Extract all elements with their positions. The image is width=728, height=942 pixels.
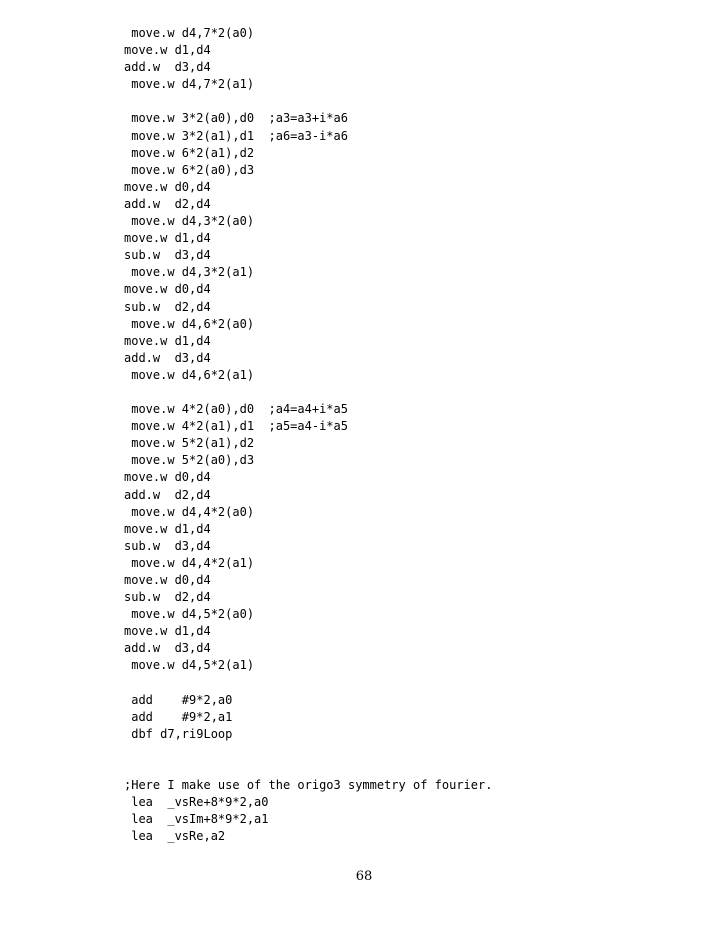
code-line: move.w d4,3*2(a1) xyxy=(124,265,255,280)
code-line: move.w d1,d4 xyxy=(124,231,211,246)
code-line: sub.w d2,d4 xyxy=(124,590,211,605)
code-line: move.w d1,d4 xyxy=(124,43,211,58)
code-line: sub.w d2,d4 xyxy=(124,299,211,314)
code-line: lea _vsRe,a2 xyxy=(124,829,226,844)
code-line: move.w d1,d4 xyxy=(124,624,211,639)
code-line: move.w d0,d4 xyxy=(124,179,211,194)
code-line: sub.w d3,d4 xyxy=(124,248,211,263)
code-line xyxy=(124,743,492,760)
code-line xyxy=(124,760,492,777)
code-line: move.w d0,d4 xyxy=(124,573,211,587)
code-line: add.w d2,d4 xyxy=(124,196,211,211)
code-line xyxy=(124,675,492,692)
code-line: move.w 5*2(a1),d2 xyxy=(124,436,255,451)
code-line xyxy=(124,384,492,401)
page-number: 68 xyxy=(355,869,373,884)
code-line: add.w d3,d4 xyxy=(124,641,211,656)
code-line: move.w d1,d4 xyxy=(124,521,211,536)
code-line: move.w 3*2(a0),d0 ;a3=a3+i*a6 xyxy=(124,111,348,126)
code-line: sub.w d3,d4 xyxy=(124,538,211,553)
code-line: add.w d2,d4 xyxy=(124,487,211,502)
code-line: move.w d4,6*2(a0) xyxy=(124,316,255,331)
code-line xyxy=(124,93,492,110)
code-line: move.w d4,4*2(a0) xyxy=(124,504,255,519)
code-line: move.w d0,d4 xyxy=(124,282,211,297)
code-line: dbf d7,ri9Loop xyxy=(124,726,233,741)
code-line: lea _vsIm+8*9*2,a1 xyxy=(124,812,269,827)
code-line: move.w 4*2(a0),d0 ;a4=a4+i*a5 xyxy=(124,402,348,417)
code-line: move.w 5*2(a0),d3 xyxy=(124,453,255,468)
code-line: add.w d3,d4 xyxy=(124,350,211,365)
code-line: move.w 6*2(a1),d2 xyxy=(124,145,255,160)
code-line: move.w 3*2(a1),d1 ;a6=a3-i*a6 xyxy=(124,128,348,143)
code-line: move.w d4,6*2(a1) xyxy=(124,367,255,382)
code-line: lea _vsRe+8*9*2,a0 xyxy=(124,795,269,810)
code-line: move.w d4,7*2(a1) xyxy=(124,77,255,92)
code-line: move.w d0,d4 xyxy=(124,470,211,485)
code-line: move.w 4*2(a1),d1 ;a5=a4-i*a5 xyxy=(124,419,348,434)
code-line: ;Here I make use of the origo3 symmetry of fourier. xyxy=(124,778,493,793)
code-line: move.w d4,4*2(a1) xyxy=(124,555,255,570)
code-line: add #9*2,a1 xyxy=(124,709,233,724)
code-line: move.w d4,3*2(a0) xyxy=(124,214,255,229)
code-line: move.w d4,5*2(a0) xyxy=(124,607,255,622)
code-line: add #9*2,a0 xyxy=(124,692,233,707)
code-listing xyxy=(124,25,492,846)
code-line: move.w d1,d4 xyxy=(124,333,211,348)
code-line: move.w d4,7*2(a0) xyxy=(124,26,255,40)
code-line: move.w d4,5*2(a1) xyxy=(124,658,255,673)
code-line: add.w d3,d4 xyxy=(124,60,211,75)
code-line: move.w 6*2(a0),d3 xyxy=(124,162,255,177)
